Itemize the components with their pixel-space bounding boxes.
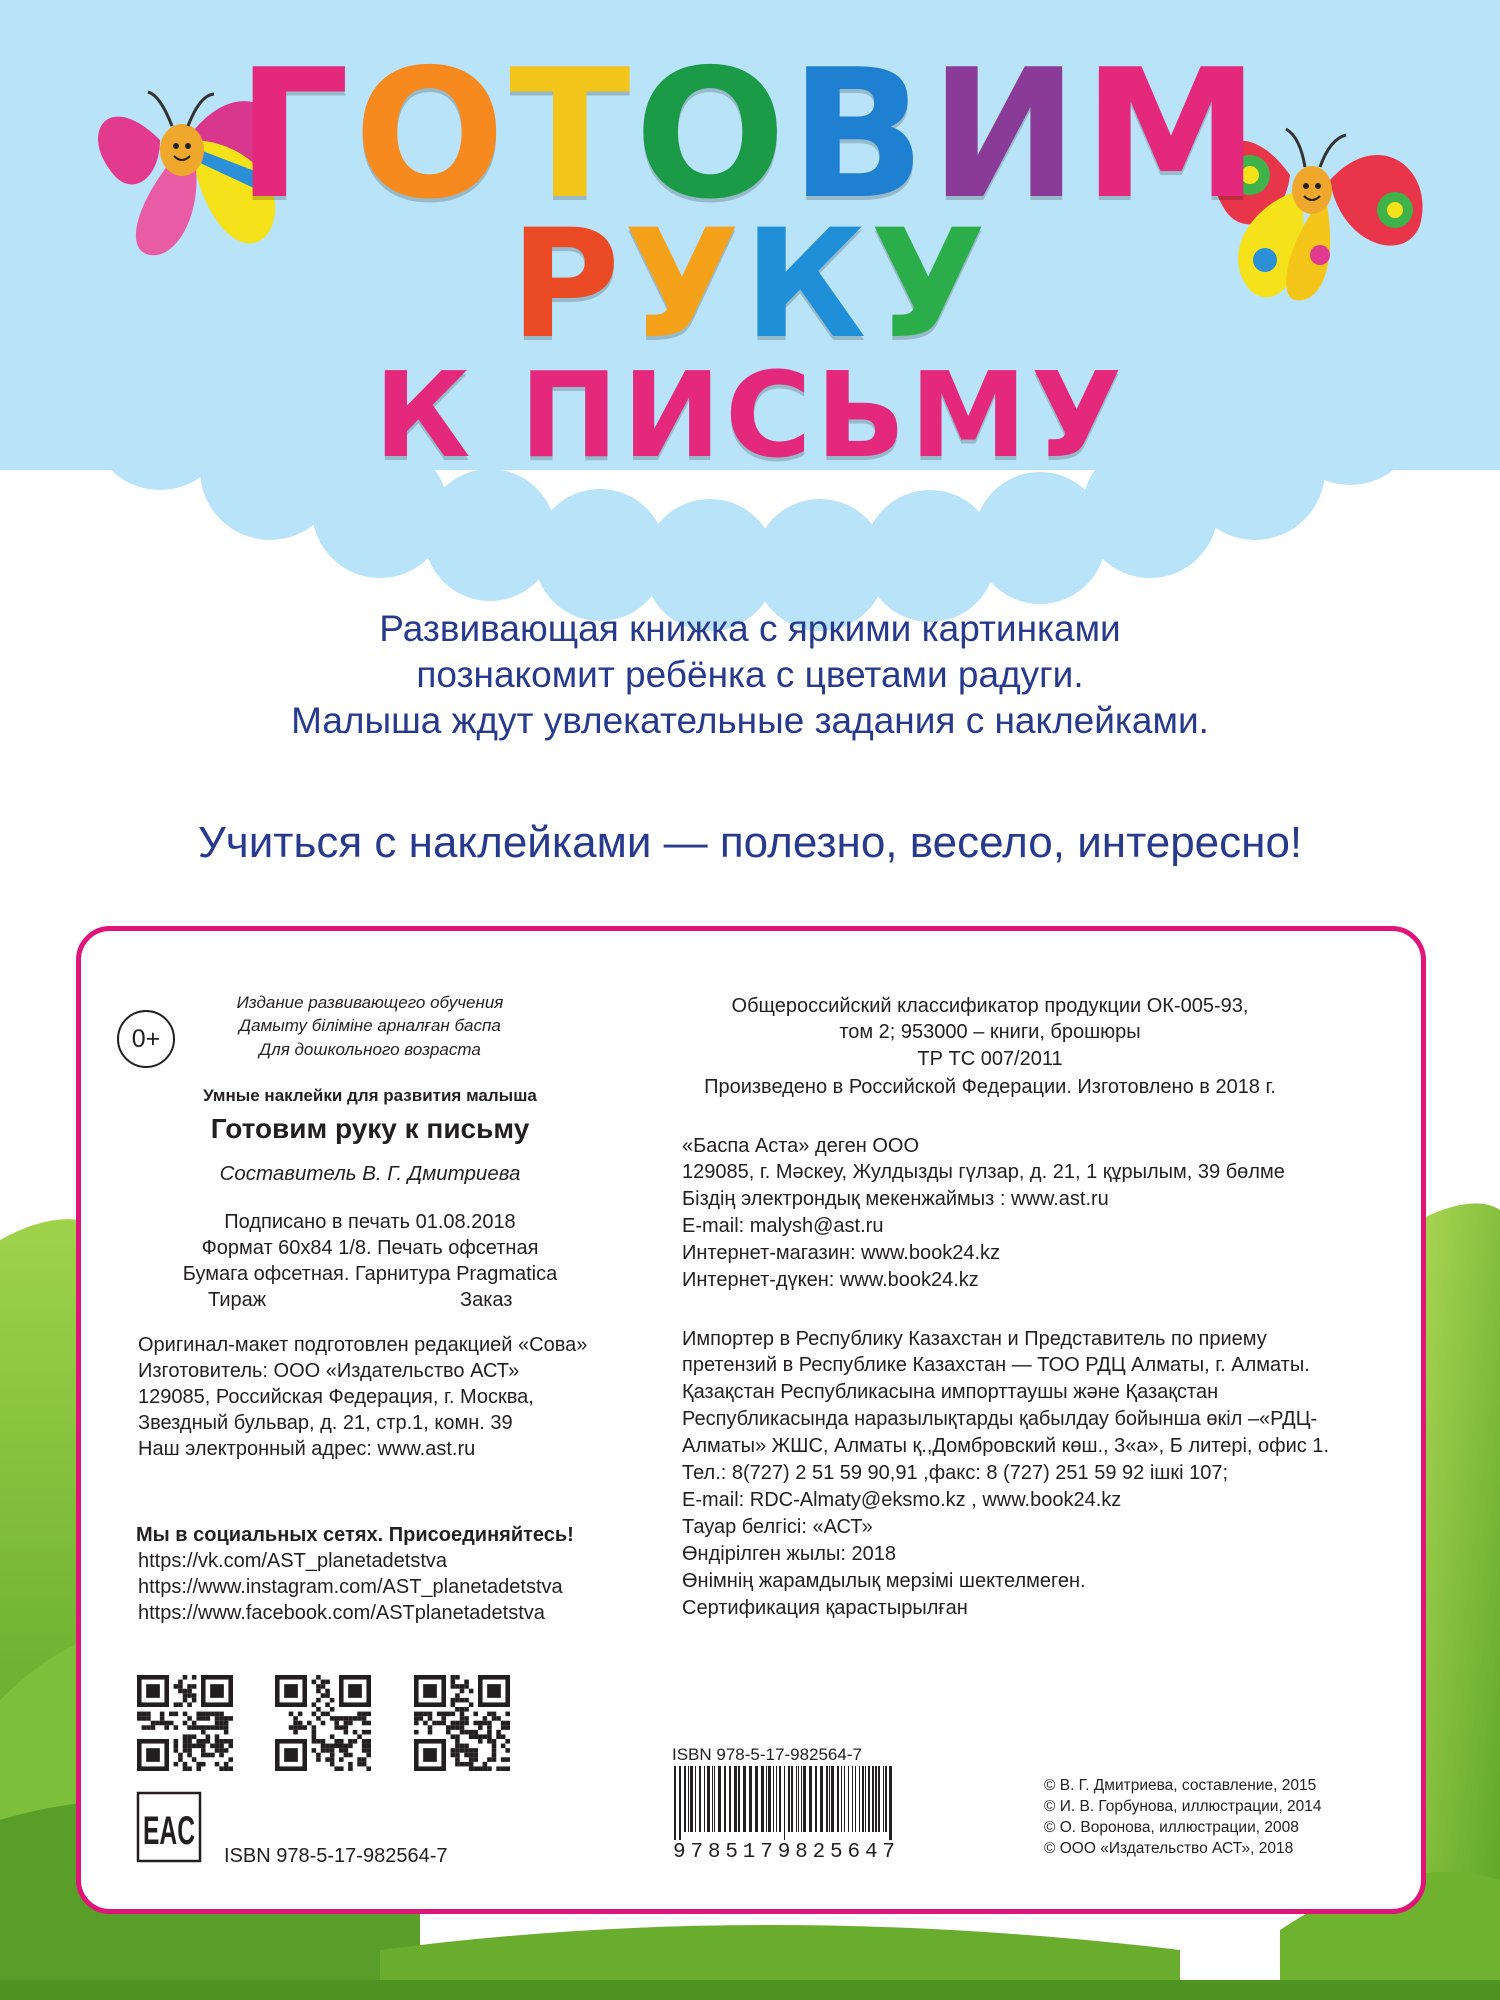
maker-line-5: Наш электронный адрес: www.ast.ru [138, 1438, 476, 1460]
description-line-2: познакомит ребёнка с цветами радуги. [416, 654, 1084, 695]
classifier-line-3: ТР ТС 007/2011 [917, 1048, 1063, 1070]
eac-mark-text: EAC [143, 1809, 195, 1853]
print-info-3: Бумага офсетная. Гарнитура Pragmatica [182, 1263, 558, 1285]
print-run: Тираж [208, 1289, 267, 1311]
social-link-facebook[interactable]: https://www.facebook.com/ASTplanetadetstva [138, 1602, 545, 1624]
title-letter: И [929, 31, 1083, 238]
title-letter: У [870, 198, 990, 372]
classifier-line-4: Произведено в Российской Федерации. Изготовлено в 2018 г. [704, 1076, 1276, 1098]
kz-publisher-4: E-mail: malysh@ast.ru [682, 1215, 884, 1237]
importer-line-7: E-mail: RDC-Almaty@eksmo.kz , www.book24.kz [682, 1489, 1122, 1511]
kz-publisher-3: Біздің электрондық мекенжаймыз : www.ast.ru [682, 1188, 1109, 1210]
barcode-digits: 9785179825647 [673, 1841, 895, 1864]
title-letter: Г [236, 31, 354, 238]
importer-line-10: Өнімнің жарамдылық мерзімі шектелмеген. [682, 1570, 1086, 1592]
importer-line-9: Өндірілген жылы: 2018 [682, 1543, 896, 1565]
eac-mark-icon [137, 1792, 201, 1862]
maker-line-4: Звездный бульвар, д. 21, стр.1, комн. 39 [138, 1412, 513, 1434]
print-info-1: Подписано в печать 01.08.2018 [224, 1211, 516, 1233]
kz-publisher-2: 129085, г. Мәскеу, Жулдызды гүлзар, д. 21, 1 құрылым, 39 бөлме [682, 1161, 1285, 1183]
classifier-line-2: том 2; 953000 – книги, брошюры [839, 1021, 1141, 1043]
title-letter: Р [510, 198, 624, 372]
edition-type-kz: Дамыту біліміне арналған баспа [239, 1016, 501, 1035]
kz-publisher-5: Интернет-магазин: www.book24.kz [682, 1242, 1001, 1264]
order-number: Заказ [460, 1289, 513, 1311]
classifier-line-1: Общероссийский классификатор продукции ОК-005-93, [731, 995, 1249, 1017]
kz-publisher-6: Интернет-дүкен: www.book24.kz [682, 1269, 979, 1291]
maker-line-2: Изготовитель: ООО «Издательство АСТ» [138, 1360, 520, 1382]
social-link-vk[interactable]: https://vk.com/AST_planetadetstva [138, 1550, 448, 1572]
kz-publisher-1: «Баспа Аста» деген ООО [682, 1135, 920, 1157]
barcode-isbn: ISBN 978-5-17-982564-7 [672, 1745, 862, 1764]
importer-line-1: Импортер в Республику Казахстан и Представитель по приему [682, 1328, 1267, 1350]
copyright-1: © В. Г. Дмитриева, составление, 2015 [1044, 1777, 1317, 1794]
maker-line-1: Оригинал-макет подготовлен редакцией «Сова» [138, 1334, 588, 1356]
age-rating-badge: 0+ [117, 1010, 175, 1068]
importer-line-2: претензий в Республике Казахстан — ТОО РДЦ Алматы, г. Алматы. [682, 1354, 1310, 1376]
qr-code-vk [137, 1675, 233, 1771]
importer-line-11: Сертификация қарастырылған [682, 1597, 968, 1619]
copyright-3: © О. Воронова, иллюстрации, 2008 [1044, 1819, 1299, 1836]
title-line-2 [0, 198, 1500, 372]
age-group: Для дошкольного возраста [259, 1040, 481, 1059]
title-letter: О [634, 31, 790, 238]
title-letter: У [624, 198, 744, 372]
title-letter: О [353, 31, 510, 238]
importer-line-4: Республикасында наразылықтарды қабылдау бойынша өкіл –«РДЦ- [682, 1408, 1318, 1430]
qr-code-instagram [275, 1675, 371, 1771]
social-title: Мы в социальных сетях. Присоединяйтесь! [136, 1524, 574, 1546]
importer-line-3: Қазақстан Республикасына импорттаушы және Қазақстан [682, 1381, 1219, 1403]
barcode-icon [668, 1766, 900, 1864]
print-info-2: Формат 60x84 1/8. Печать офсетная [201, 1237, 539, 1259]
slogan: Учиться с наклейками — полезно, весело, интересно! [197, 818, 1303, 867]
edition-type-ru: Издание развивающего обучения [236, 993, 504, 1012]
copyright-2: © И. В. Горбунова, иллюстрации, 2014 [1044, 1798, 1322, 1815]
maker-line-3: 129085, Российская Федерация, г. Москва, [138, 1386, 534, 1408]
description-line-1: Развивающая книжка с яркими картинками [379, 608, 1121, 649]
title-line-3: К ПИСЬМУ [374, 346, 1126, 484]
title-letter: В [789, 31, 930, 238]
description-line-3: Малыша ждут увлекательные задания с наклейками. [291, 700, 1209, 741]
title-letter: К [743, 198, 871, 372]
series-name: Умные наклейки для развития малыша [203, 1086, 537, 1105]
compiler: Составитель В. Г. Дмитриева [219, 1162, 521, 1185]
social-link-instagram[interactable]: https://www.instagram.com/AST_planetadetstva [138, 1576, 563, 1598]
importer-line-6: Тел.: 8(727) 2 51 59 90,91 ,факс: 8 (727) 251 59 92 ішкі 107; [682, 1462, 1228, 1484]
title-letter: Т [509, 31, 635, 238]
copyright-4: © ООО «Издательство АСТ», 2018 [1044, 1840, 1294, 1857]
isbn-left: ISBN 978-5-17-982564-7 [224, 1845, 448, 1867]
qr-code-facebook [414, 1675, 510, 1771]
importer-line-5: Алматы» ЖШС, Алматы қ.,Домбровский көш., 3«а», Б литері, офис 1. [682, 1435, 1330, 1457]
importer-line-8: Тауар белгісі: «АСТ» [682, 1516, 873, 1538]
title-letter: М [1082, 31, 1264, 238]
book-title: Готовим руку к письму [210, 1113, 530, 1144]
